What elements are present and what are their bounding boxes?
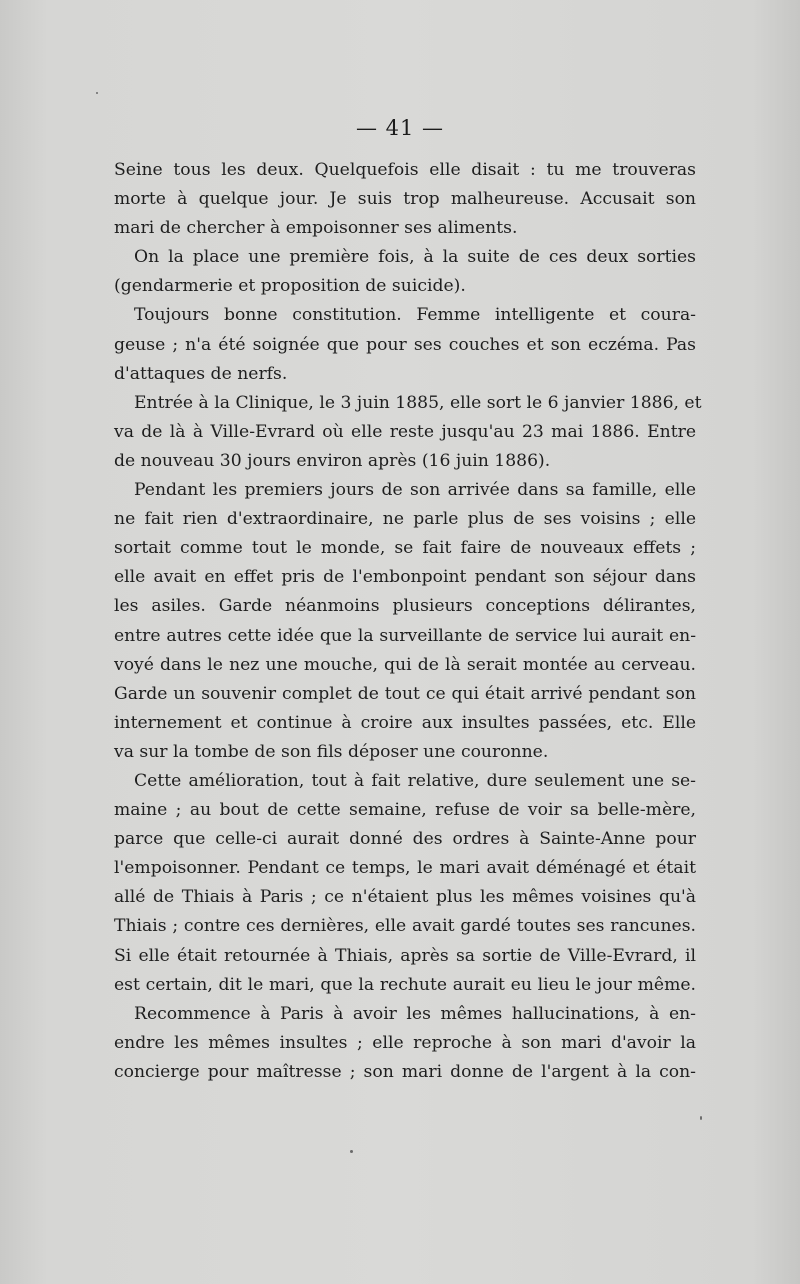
- text-line: allé de Thiais à Paris ; ce n'étaient plus les mêmes voisines qu'à: [114, 887, 696, 908]
- text-line: va de là à Ville-Evrard où elle reste jusqu'au 23 mai 1886. Entre: [114, 421, 696, 442]
- text-line: Si elle était retournée à Thiais, après sa sortie de Ville-Evrard, il: [114, 945, 696, 966]
- text-line: Entrée à la Clinique, le 3 juin 1885, elle sort le 6 janvier 1886, et: [134, 392, 702, 413]
- text-line: maine ; au bout de cette semaine, refuse de voir sa belle-mère,: [114, 800, 696, 821]
- text-line: internement et continue à croire aux insultes passées, etc. Elle: [114, 712, 696, 733]
- text-line: endre les mêmes insultes ; elle reproche à son mari d'avoir la: [114, 1032, 696, 1053]
- text-line: voyé dans le nez une mouche, qui de là serait montée au cerveau.: [114, 654, 696, 675]
- text-line: Seine tous les deux. Quelquefois elle disait : tu me trouveras: [114, 160, 696, 180]
- text-line: Pendant les premiers jours de son arrivée dans sa famille, elle: [134, 480, 696, 501]
- text-line: d'attaques de nerfs.: [114, 363, 288, 384]
- text-line: Toujours bonne constitution. Femme intelligente et coura-: [134, 305, 696, 326]
- text-line: Garde un souvenir complet de tout ce qui était arrivé pendant son: [114, 683, 696, 704]
- page-number: — 41 —: [355, 116, 445, 140]
- text-line: Recommence à Paris à avoir les mêmes hallucinations, à en-: [134, 1003, 696, 1024]
- body-text: [114, 156, 702, 1087]
- text-line: mari de chercher à empoisonner ses aliments.: [114, 218, 518, 239]
- text-line: sortait comme tout le monde, se fait faire de nouveaux effets ;: [114, 538, 696, 559]
- text-line: les asiles. Garde néanmoins plusieurs conceptions délirantes,: [114, 596, 696, 617]
- text-line: va sur la tombe de son fils déposer une couronne.: [114, 741, 549, 762]
- text-line: (gendarmerie et proposition de suicide).: [114, 276, 466, 297]
- text-line: est certain, dit le mari, que la rechute aurait eu lieu le jour même.: [114, 974, 696, 995]
- text-line: ne fait rien d'extraordinaire, ne parle plus de ses voisins ; elle: [114, 509, 696, 530]
- text-line: elle avait en effet pris de l'embonpoint pendant son séjour dans: [114, 567, 696, 588]
- text-line: l'empoisonner. Pendant ce temps, le mari avait déménagé et était: [114, 858, 696, 879]
- text-line: geuse ; n'a été soignée que pour ses couches et son eczéma. Pas: [114, 334, 696, 355]
- paper-speck: [700, 1116, 702, 1120]
- text-line: Thiais ; contre ces dernières, elle avait gardé toutes ses rancunes.: [114, 916, 696, 937]
- text-line: de nouveau 30 jours environ après (16 juin 1886).: [114, 450, 551, 471]
- text-line: Cette amélioration, tout à fait relative, dure seulement une se-: [134, 770, 696, 791]
- paper-speck: [350, 1150, 353, 1153]
- text-line: parce que celle-ci aurait donné des ordres à Sainte-Anne pour: [114, 829, 696, 850]
- text-line: concierge pour maîtresse ; son mari donne de l'argent à la con-: [114, 1061, 696, 1082]
- text-line: morte à quelque jour. Je suis trop malheureuse. Accusait son: [114, 189, 696, 210]
- text-line: entre autres cette idée que la surveillante de service lui aurait en-: [114, 625, 696, 646]
- paper-speck: [96, 92, 98, 94]
- text-line: On la place une première fois, à la suite de ces deux sorties: [134, 247, 696, 268]
